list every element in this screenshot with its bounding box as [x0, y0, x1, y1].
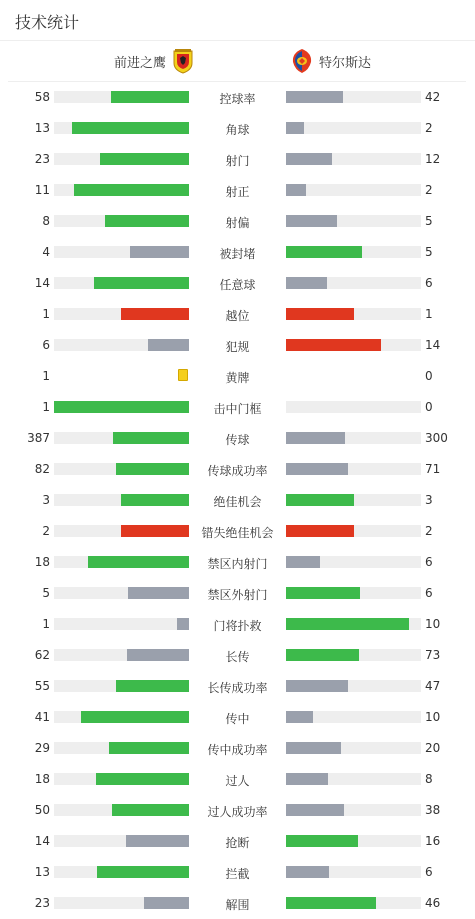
away-value: 38 — [425, 803, 441, 817]
stat-row — [0, 422, 475, 453]
away-value: 0 — [425, 369, 433, 383]
away-bar-track — [286, 897, 421, 909]
away-value: 2 — [425, 121, 433, 135]
home-bar-fill — [113, 432, 189, 444]
home-bar-track — [54, 401, 189, 413]
home-bar-fill — [127, 649, 189, 661]
away-value: 300 — [425, 431, 448, 445]
home-value: 2 — [42, 524, 50, 538]
stat-row — [0, 856, 475, 887]
stat-row — [0, 174, 475, 205]
home-value: 1 — [42, 617, 50, 631]
stat-row — [0, 205, 475, 236]
home-bar-track — [54, 742, 189, 754]
home-bar-fill — [72, 122, 189, 134]
away-value: 2 — [425, 524, 433, 538]
away-value: 3 — [425, 493, 433, 507]
home-value: 14 — [34, 834, 50, 848]
away-bar-track — [286, 463, 421, 475]
stat-label: 传球成功率 — [207, 464, 268, 478]
home-bar-track — [54, 866, 189, 878]
away-value: 8 — [425, 772, 433, 786]
away-bar-fill — [286, 835, 358, 847]
home-bar-fill — [96, 773, 189, 785]
home-value: 23 — [34, 896, 50, 910]
away-bar-fill — [286, 649, 359, 661]
home-bar-track — [54, 835, 189, 847]
yellow-card-icon — [178, 369, 188, 381]
away-value: 47 — [425, 679, 441, 693]
away-bar-fill — [286, 308, 354, 320]
home-bar-fill — [144, 897, 189, 909]
stat-label: 门将扑救 — [213, 619, 262, 633]
home-value: 6 — [42, 338, 50, 352]
away-bar-track — [286, 835, 421, 847]
away-value: 6 — [425, 555, 433, 569]
away-value: 16 — [425, 834, 441, 848]
stat-label: 禁区外射门 — [207, 588, 268, 602]
home-value: 58 — [34, 90, 50, 104]
home-bar-track — [54, 587, 189, 599]
stat-row — [0, 298, 475, 329]
stat-row — [0, 81, 475, 112]
away-bar-track — [286, 215, 421, 227]
page-title: 技术统计 — [15, 13, 80, 32]
away-bar-track — [286, 866, 421, 878]
stat-row — [0, 546, 475, 577]
stat-row — [0, 639, 475, 670]
home-bar-track — [54, 773, 189, 785]
home-bar-fill — [126, 835, 189, 847]
home-bar-track — [54, 463, 189, 475]
stat-label: 击中门框 — [213, 402, 262, 416]
home-value: 23 — [34, 152, 50, 166]
stat-row — [0, 763, 475, 794]
away-bar-fill — [286, 184, 306, 196]
home-value: 4 — [42, 245, 50, 259]
home-value: 62 — [34, 648, 50, 662]
away-bar-fill — [286, 91, 343, 103]
home-value: 55 — [34, 679, 50, 693]
away-value: 10 — [425, 710, 441, 724]
home-bar-track — [54, 680, 189, 692]
away-bar-track — [286, 122, 421, 134]
stat-label: 抢断 — [225, 836, 250, 850]
home-bar-fill — [121, 494, 189, 506]
away-bar-track — [286, 804, 421, 816]
home-value: 13 — [34, 865, 50, 879]
away-bar-track — [286, 339, 421, 351]
home-value: 13 — [34, 121, 50, 135]
stat-label: 任意球 — [219, 278, 256, 292]
stat-label: 解围 — [225, 898, 250, 912]
home-value: 29 — [34, 741, 50, 755]
away-bar-fill — [286, 122, 304, 134]
home-bar-fill — [148, 339, 189, 351]
home-value: 18 — [34, 555, 50, 569]
away-bar-fill — [286, 494, 354, 506]
stat-row — [0, 143, 475, 174]
away-bar-track — [286, 277, 421, 289]
stat-row — [0, 236, 475, 267]
away-bar-fill — [286, 432, 345, 444]
away-bar-track — [286, 184, 421, 196]
away-bar-track — [286, 432, 421, 444]
away-value: 46 — [425, 896, 441, 910]
stat-row — [0, 887, 475, 918]
stat-row — [0, 391, 475, 422]
home-value: 1 — [42, 369, 50, 383]
home-bar-track — [54, 153, 189, 165]
away-bar-fill — [286, 277, 327, 289]
away-bar-fill — [286, 742, 341, 754]
away-bar-track — [286, 494, 421, 506]
stat-label: 控球率 — [219, 92, 256, 106]
away-bar-track — [286, 680, 421, 692]
stat-label: 传中 — [225, 712, 250, 726]
home-bar-track — [54, 215, 189, 227]
away-team-logo-icon — [291, 48, 313, 74]
away-bar-track — [286, 401, 421, 413]
home-bar-track — [54, 184, 189, 196]
home-bar-fill — [128, 587, 189, 599]
away-bar-track — [286, 711, 421, 723]
home-bar-fill — [111, 91, 189, 103]
away-bar-fill — [286, 618, 409, 630]
home-value: 82 — [34, 462, 50, 476]
stat-row — [0, 670, 475, 701]
away-bar-track — [286, 587, 421, 599]
home-bar-track — [54, 494, 189, 506]
stat-label: 射偏 — [225, 216, 250, 230]
stat-row — [0, 794, 475, 825]
away-value: 6 — [425, 865, 433, 879]
away-team-name: 特尔斯达 — [319, 55, 372, 71]
home-bar-fill — [116, 680, 189, 692]
stat-label: 角球 — [225, 123, 250, 137]
away-bar-track — [286, 308, 421, 320]
away-value: 71 — [425, 462, 441, 476]
away-bar-track — [286, 91, 421, 103]
away-team[interactable] — [291, 41, 371, 81]
stat-label: 传球 — [225, 433, 250, 447]
home-bar-fill — [100, 153, 189, 165]
away-bar-fill — [286, 897, 376, 909]
away-value: 6 — [425, 586, 433, 600]
away-value: 14 — [425, 338, 441, 352]
away-value: 1 — [425, 307, 433, 321]
home-value: 387 — [27, 431, 50, 445]
home-bar-track — [54, 308, 189, 320]
home-bar-fill — [109, 742, 189, 754]
away-bar-track — [286, 246, 421, 258]
away-value: 73 — [425, 648, 441, 662]
team-header — [8, 41, 466, 82]
home-value: 41 — [34, 710, 50, 724]
home-value: 3 — [42, 493, 50, 507]
stat-label: 黄牌 — [225, 371, 250, 385]
stat-row — [0, 732, 475, 763]
home-bar-track — [54, 711, 189, 723]
away-value: 5 — [425, 245, 433, 259]
home-bar-track — [54, 804, 189, 816]
home-bar-fill — [54, 401, 189, 413]
home-bar-fill — [177, 618, 189, 630]
stat-row — [0, 484, 475, 515]
home-bar-track — [54, 525, 189, 537]
home-bar-track — [54, 556, 189, 568]
stat-label: 拦截 — [225, 867, 250, 881]
away-bar-fill — [286, 339, 381, 351]
home-value: 18 — [34, 772, 50, 786]
home-bar-track — [54, 897, 189, 909]
away-bar-fill — [286, 711, 313, 723]
home-bar-fill — [121, 308, 189, 320]
stat-label: 过人 — [225, 774, 250, 788]
away-bar-fill — [286, 680, 348, 692]
away-bar-fill — [286, 587, 360, 599]
stat-label: 越位 — [225, 309, 250, 323]
away-bar-fill — [286, 153, 332, 165]
home-bar-track — [54, 246, 189, 258]
away-value: 0 — [425, 400, 433, 414]
away-value: 42 — [425, 90, 441, 104]
away-value: 20 — [425, 741, 441, 755]
home-value: 1 — [42, 400, 50, 414]
stat-label: 禁区内射门 — [207, 557, 268, 571]
away-bar-fill — [286, 804, 344, 816]
home-bar-fill — [116, 463, 189, 475]
title-bar — [0, 0, 475, 41]
home-team-name: 前进之鹰 — [114, 55, 167, 71]
home-bar-track — [54, 649, 189, 661]
home-value: 50 — [34, 803, 50, 817]
home-bar-track — [54, 277, 189, 289]
away-bar-track — [286, 525, 421, 537]
stat-label: 绝佳机会 — [213, 495, 262, 509]
stat-row — [0, 515, 475, 546]
stat-row — [0, 112, 475, 143]
home-bar-fill — [97, 866, 189, 878]
home-bar-fill — [88, 556, 189, 568]
home-team[interactable] — [114, 41, 194, 81]
home-bar-track — [54, 91, 189, 103]
stat-label: 过人成功率 — [207, 805, 268, 819]
away-bar-fill — [286, 556, 320, 568]
home-value: 5 — [42, 586, 50, 600]
stat-row — [0, 267, 475, 298]
stat-label: 长传 — [225, 650, 250, 664]
stat-label: 长传成功率 — [207, 681, 268, 695]
home-value: 11 — [34, 183, 50, 197]
stat-label: 被封堵 — [219, 247, 256, 261]
away-value: 6 — [425, 276, 433, 290]
away-bar-fill — [286, 246, 362, 258]
stat-label: 错失绝佳机会 — [201, 526, 274, 540]
away-bar-track — [286, 773, 421, 785]
home-bar-track — [54, 618, 189, 630]
away-bar-fill — [286, 463, 348, 475]
home-bar-fill — [94, 277, 189, 289]
stat-row — [0, 608, 475, 639]
home-bar-track — [54, 339, 189, 351]
stat-label: 射门 — [225, 154, 250, 168]
home-bar-track — [54, 432, 189, 444]
stat-label: 传中成功率 — [207, 743, 268, 757]
away-bar-track — [286, 618, 421, 630]
home-value: 8 — [42, 214, 50, 228]
home-bar-fill — [81, 711, 189, 723]
away-value: 12 — [425, 152, 441, 166]
away-bar-fill — [286, 866, 329, 878]
home-bar-fill — [121, 525, 189, 537]
home-value: 1 — [42, 307, 50, 321]
away-bar-fill — [286, 773, 328, 785]
away-value: 10 — [425, 617, 441, 631]
stat-row — [0, 825, 475, 856]
stat-row — [0, 360, 475, 391]
away-bar-fill — [286, 525, 354, 537]
home-bar-fill — [74, 184, 189, 196]
stat-row — [0, 453, 475, 484]
home-value: 14 — [34, 276, 50, 290]
away-bar-fill — [286, 215, 337, 227]
away-bar-track — [286, 556, 421, 568]
away-bar-track — [286, 153, 421, 165]
away-bar-track — [286, 649, 421, 661]
stat-row — [0, 329, 475, 360]
stat-label: 射正 — [225, 185, 250, 199]
stat-row — [0, 577, 475, 608]
home-bar-fill — [112, 804, 189, 816]
home-bar-fill — [130, 246, 189, 258]
away-value: 2 — [425, 183, 433, 197]
home-team-logo-icon — [172, 48, 194, 74]
away-value: 5 — [425, 214, 433, 228]
home-bar-track — [54, 122, 189, 134]
stat-row — [0, 701, 475, 732]
away-bar-track — [286, 742, 421, 754]
home-bar-fill — [105, 215, 189, 227]
stat-label: 犯规 — [225, 340, 250, 354]
